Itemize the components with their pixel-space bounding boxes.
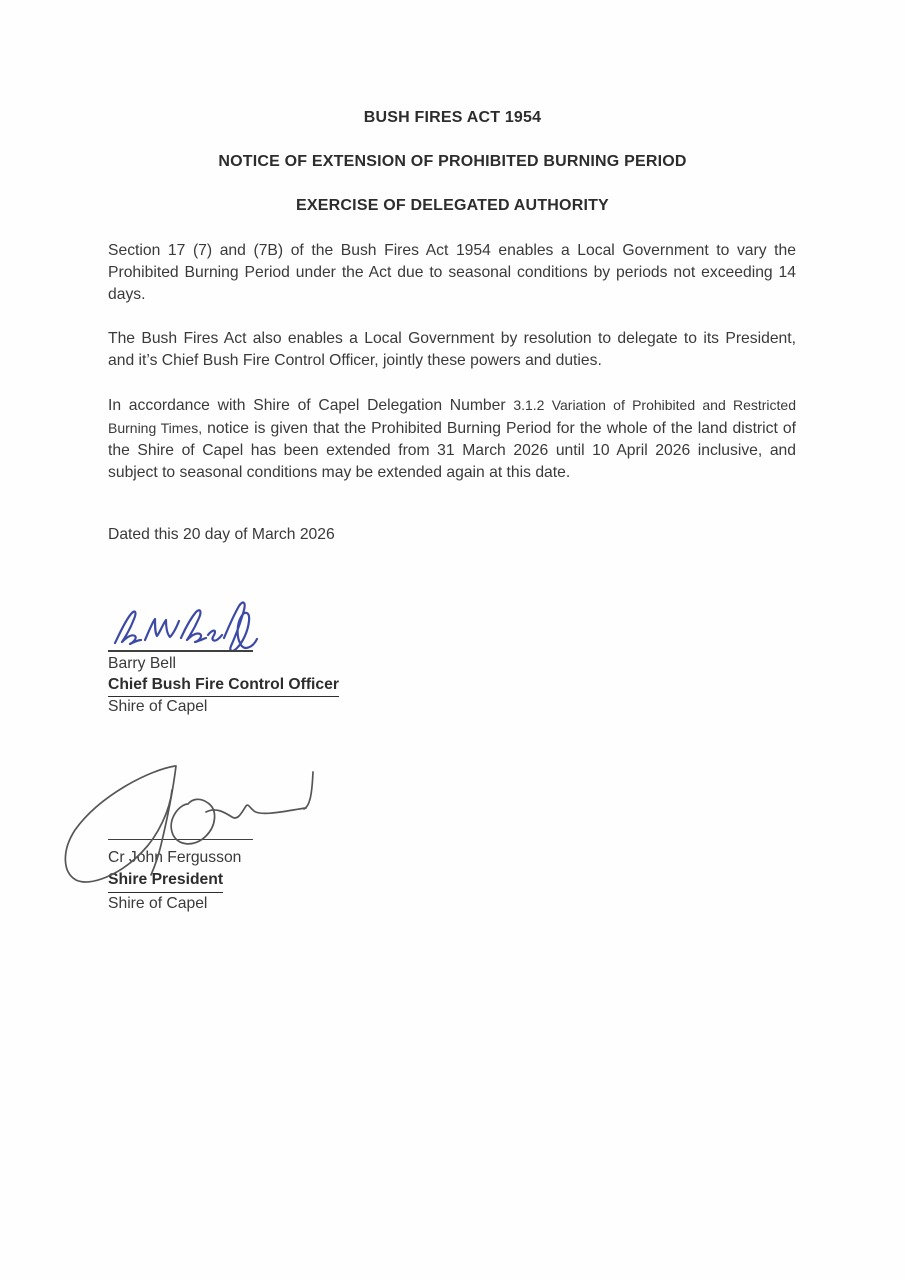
signatory-name: Cr John Fergusson [108,849,242,866]
signatory-title: Shire President [108,869,223,893]
act-title-heading: BUSH FIRES ACT 1954 [363,109,542,126]
signatory-organisation: Shire of Capel [108,698,208,715]
john-fergusson-handwritten-signature-icon [55,757,323,889]
extension-notice-rest: notice is given that the Prohibited Burning Period for the whole of the land district of the Shire of Capel has been extended from 31 March 2026 until 10 April 2026 inclusive, and subject to seasonal conditions may be extended again at this date. [108,420,796,481]
dated-line: Dated this 20 day of March 2026 [108,526,335,543]
paragraph-delegation-power: The Bush Fires Act also enables a Local Government by resolution to delegate to its President, and it’s Chief Bush Fire Control Officer, jointly these powers and duties. [108,330,796,369]
paragraph-section-17: Section 17 (7) and (7B) of the Bush Fires Act 1954 enables a Local Government to vary the Prohibited Burning Period under the Act due to seasonal conditions by periods not exceeding 14 days. [108,242,796,303]
signature-line [108,650,253,652]
signatory-title: Chief Bush Fire Control Officer [108,675,339,698]
paragraph-extension-notice [108,394,796,484]
signatory-details [108,654,339,718]
delegation-number-inserted-text: 3.1.2 Variation of Prohibited and Restricted Burning Times, [108,397,796,436]
authority-subheading: EXERCISE OF DELEGATED AUTHORITY [296,197,609,214]
extension-notice-lead: In accordance with Shire of Capel Delegation Number [108,397,514,414]
barry-bell-handwritten-signature-icon [105,593,275,658]
signatory-name: Barry Bell [108,655,176,672]
signatory-organisation: Shire of Capel [108,895,208,912]
notice-title-heading: NOTICE OF EXTENSION OF PROHIBITED BURNING PERIOD [218,153,687,170]
